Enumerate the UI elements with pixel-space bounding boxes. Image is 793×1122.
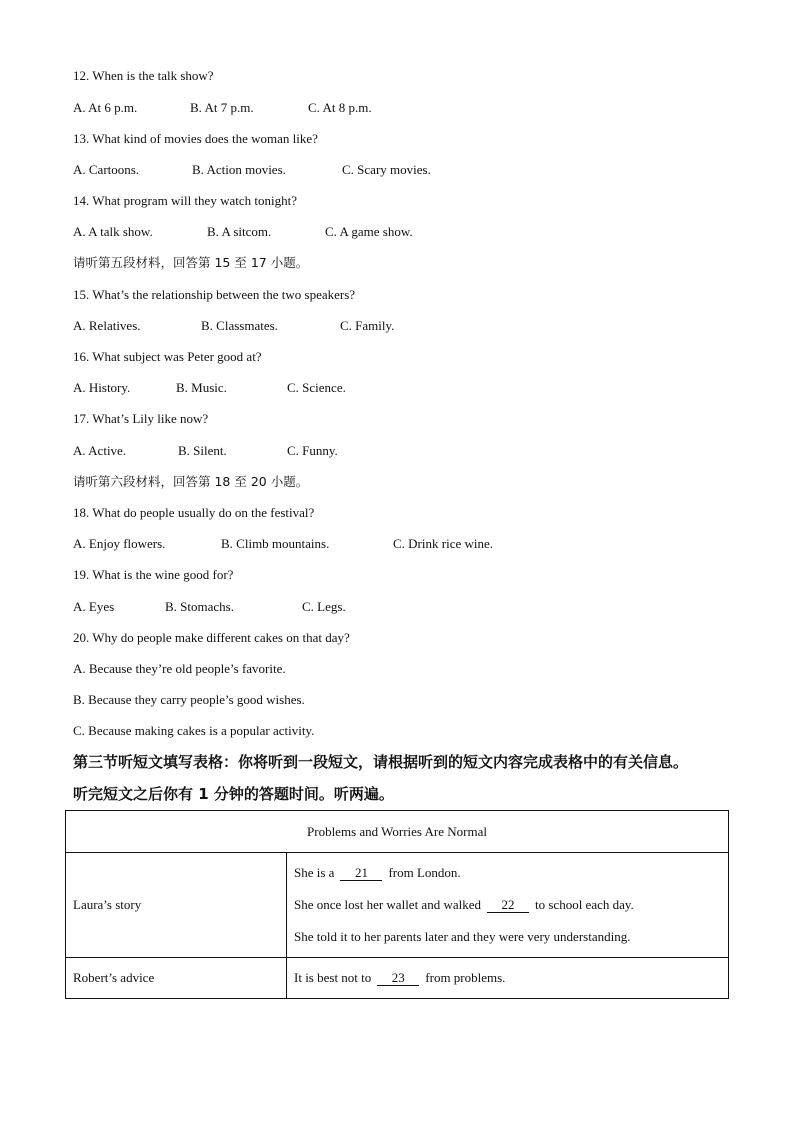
- option: C. Drink rice wine.: [393, 536, 494, 551]
- question-20: 20. Why do people make different cakes on that day?: [73, 630, 350, 645]
- question-12: 12. When is the talk show?: [73, 68, 214, 83]
- option: C. Family.: [340, 318, 395, 333]
- option: C. At 8 p.m.: [308, 100, 372, 115]
- question-14: 14. What program will they watch tonight?: [73, 193, 297, 208]
- text: She told it to her parents later and they were very understanding.: [294, 929, 631, 944]
- option: A. Active.: [73, 443, 127, 458]
- option: C. Because making cakes is a popular activity.: [73, 723, 315, 738]
- option: A. Because they’re old people’s favorite.: [73, 661, 286, 676]
- option: A. Relatives.: [73, 318, 141, 333]
- option: A. History.: [73, 380, 131, 395]
- section3-heading-2: 听完短文之后你有 1 分钟的答题时间。听两遍。: [73, 785, 394, 803]
- option: B. Stomachs.: [165, 599, 234, 614]
- instruction-part6: 请听第六段材料，回答第 18 至 20 小题。: [73, 474, 309, 489]
- text: She once lost her wallet and walked: [294, 897, 481, 912]
- text: from London.: [388, 865, 461, 880]
- row-label: Robert’s advice: [66, 958, 287, 999]
- option: C. Funny.: [287, 443, 338, 458]
- option: A. Eyes: [73, 599, 115, 614]
- question-13: 13. What kind of movies does the woman like?: [73, 131, 318, 146]
- option: B. Silent.: [178, 443, 227, 458]
- option: A. A talk show.: [73, 224, 153, 239]
- row-content: [287, 958, 729, 999]
- option: B. Music.: [176, 380, 227, 395]
- option: C. Science.: [287, 380, 346, 395]
- question-15: 15. What’s the relationship between the two speakers?: [73, 287, 356, 302]
- section3-heading: 第三节听短文填写表格：你将听到一段短文，请根据听到的短文内容完成表格中的有关信息。: [73, 753, 689, 771]
- text: She is a: [294, 865, 335, 880]
- question-16: 16. What subject was Peter good at?: [73, 349, 262, 364]
- text: from problems.: [425, 970, 506, 985]
- option: B. Action movies.: [192, 162, 286, 177]
- row-label: Laura’s story: [66, 853, 287, 958]
- row-content: [287, 853, 729, 958]
- text: It is best not to: [294, 970, 372, 985]
- option: C. Scary movies.: [342, 162, 431, 177]
- option: C. A game show.: [325, 224, 413, 239]
- question-18: 18. What do people usually do on the festival?: [73, 505, 315, 520]
- fill-table: [65, 810, 729, 999]
- blank-21: 21: [340, 866, 382, 881]
- blank-22: 22: [487, 898, 529, 913]
- option: B. At 7 p.m.: [190, 100, 254, 115]
- table-title: Problems and Worries Are Normal: [66, 811, 729, 853]
- option: C. Legs.: [302, 599, 346, 614]
- option: B. Because they carry people’s good wishes.: [73, 692, 305, 707]
- option: A. Enjoy flowers.: [73, 536, 166, 551]
- option: B. Climb mountains.: [221, 536, 330, 551]
- instruction-part5: 请听第五段材料，回答第 15 至 17 小题。: [73, 255, 309, 270]
- question-17: 17. What’s Lily like now?: [73, 411, 209, 426]
- option: B. Classmates.: [201, 318, 278, 333]
- option: B. A sitcom.: [207, 224, 272, 239]
- option: A. Cartoons.: [73, 162, 140, 177]
- text: to school each day.: [535, 897, 634, 912]
- blank-23: 23: [377, 971, 419, 986]
- option: A. At 6 p.m.: [73, 100, 138, 115]
- question-19: 19. What is the wine good for?: [73, 567, 234, 582]
